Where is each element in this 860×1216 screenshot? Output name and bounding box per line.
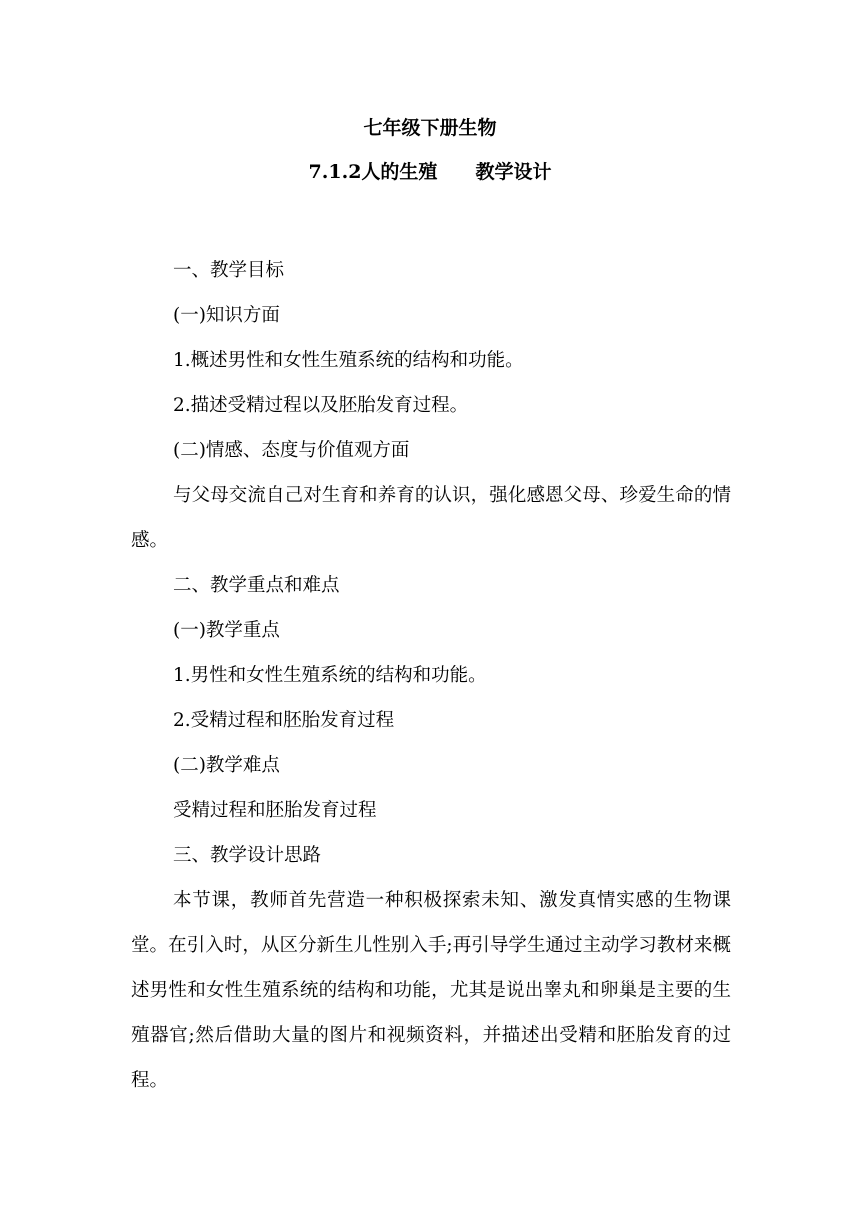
lesson-name: 7.1.2人的生殖	[308, 161, 438, 183]
attitude-paragraph: 与父母交流自己对生育和养育的认识，强化感恩父母、珍爱生命的情感。	[131, 485, 731, 551]
section-heading-key-points: 二、教学重点和难点	[173, 575, 340, 596]
subsection-key-points: (一)教学重点	[173, 620, 280, 641]
lesson-design-label: 教学设计	[475, 161, 552, 183]
key-point-item-1: 1.男性和女性生殖系统的结构和功能。	[173, 665, 487, 686]
document-body	[131, 248, 731, 1103]
document-title: 七年级下册生物	[363, 117, 497, 139]
difficulty-text: 受精过程和胚胎发育过程	[173, 800, 377, 821]
section-heading-design: 三、教学设计思路	[173, 845, 322, 866]
lesson-title	[0, 159, 860, 185]
design-paragraph: 本节课，教师首先营造一种积极探索未知、激发真情实感的生物课堂。在引入时，从区分新生儿性别入手;再引导学生通过主动学习教材来概述男性和女性生殖系统的结构和功能，尤其是说出睾丸和卵巢是主要的生殖器官;然后借助大量的图片和视频资料，并描述出受精和胚胎发育的过程。	[131, 890, 731, 1091]
section-heading-objectives: 一、教学目标	[173, 260, 285, 281]
knowledge-item-2: 2.描述受精过程以及胚胎发育过程。	[173, 395, 469, 416]
subsection-knowledge: (一)知识方面	[173, 305, 280, 326]
knowledge-item-1: 1.概述男性和女性生殖系统的结构和功能。	[173, 350, 524, 371]
subsection-difficulties: (二)教学难点	[173, 755, 280, 776]
key-point-item-2: 2.受精过程和胚胎发育过程	[173, 710, 395, 731]
subsection-attitude: (二)情感、态度与价值观方面	[173, 440, 410, 461]
